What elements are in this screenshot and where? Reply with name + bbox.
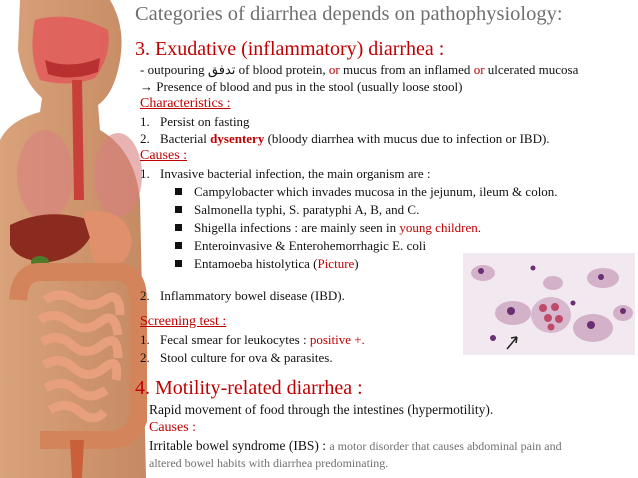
- screening-heading: Screening test :: [140, 314, 227, 329]
- characteristic-item: 1. Persist on fasting: [140, 114, 250, 129]
- organism-item: Salmonella typhi, S. paratyphi A, B, and C.: [175, 202, 419, 218]
- characteristic-item: 2. Bacterial dysentery (bloody diarrhea with mucus due to infection or IBD).: [140, 131, 550, 146]
- square-bullet-icon: [175, 224, 182, 231]
- motility-causes-heading: Causes :: [149, 420, 197, 435]
- motility-description: Rapid movement of food through the intestines (hypermotility).: [149, 402, 494, 417]
- presence-line: → Presence of blood and pus in the stool (usually loose stool): [140, 79, 463, 94]
- square-bullet-icon: [175, 206, 182, 213]
- organism-item: Shigella infections : are mainly seen in young children.: [175, 220, 481, 236]
- ibs-line: Irritable bowel syndrome (IBS) : a motor disorder that causes abdominal pain and: [149, 438, 562, 453]
- square-bullet-icon: [175, 188, 182, 195]
- square-bullet-icon: [175, 260, 182, 267]
- organism-item: Entamoeba histolytica (Picture): [175, 256, 359, 272]
- screening-item: 2. Stool culture for ova & parasites.: [140, 350, 333, 365]
- section-heading-motility: 4. Motility-related diarrhea :: [135, 377, 363, 399]
- characteristics-heading: Characteristics :: [140, 96, 231, 111]
- arabic-word: تدفق: [207, 62, 236, 77]
- intro-line: - outpouring تدفق of blood protein, or mucus from an inflamed or ulcerated mucosa: [140, 62, 579, 77]
- micrograph-image: [463, 253, 635, 355]
- cause-item: 2. Inflammatory bowel disease (IBD).: [140, 288, 345, 303]
- screening-item: 1. Fecal smear for leukocytes : positive +.: [140, 332, 365, 347]
- digestive-system-illustration: [0, 0, 148, 478]
- section-heading-exudative: 3. Exudative (inflammatory) diarrhea :: [135, 38, 445, 60]
- cause-item: 1. Invasive bacterial infection, the main organism are :: [140, 166, 431, 181]
- slide-title: Categories of diarrhea depends on pathophysiology:: [135, 3, 563, 25]
- organism-item: Enteroinvasive & Enterohemorrhagic E. coli: [175, 238, 426, 254]
- square-bullet-icon: [175, 242, 182, 249]
- causes-heading: Causes :: [140, 148, 188, 163]
- picture-link[interactable]: Picture: [317, 256, 355, 271]
- organism-item: Campylobacter which invades mucosa in the jejunum, ileum & colon.: [175, 184, 558, 200]
- ibs-line-continued: altered bowel habits with diarrhea predominating.: [149, 456, 389, 470]
